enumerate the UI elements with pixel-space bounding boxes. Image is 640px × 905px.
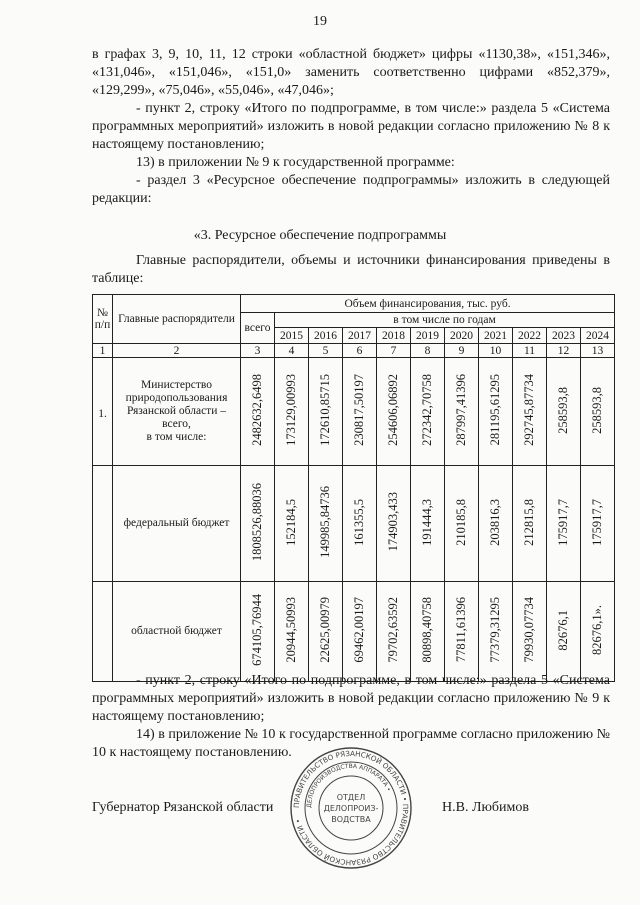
stamp-seal: [288, 745, 414, 871]
cell-value: 79930,07734: [522, 597, 536, 663]
cell-total: [241, 358, 275, 466]
cell-year-value: [513, 466, 547, 582]
cell-year-value: [547, 582, 581, 682]
column-number: 8: [411, 344, 445, 358]
year-header: 2022: [513, 328, 547, 344]
cell-year-value: [411, 358, 445, 466]
cell-value: 203816,3: [488, 498, 502, 546]
column-number: 3: [241, 344, 275, 358]
cell-year-value: [275, 466, 309, 582]
cell-value: 175917,7: [590, 498, 605, 546]
cell-value: 82676,1».: [590, 605, 605, 655]
table-row: [93, 582, 615, 682]
row-number: [93, 582, 113, 682]
column-number: 2: [113, 344, 241, 358]
cell-year-value: [581, 358, 615, 466]
signature-title: Губернатор Рязанской области: [92, 800, 274, 815]
row-label-line: федеральный бюджет: [123, 517, 230, 529]
cell-year-value: [513, 358, 547, 466]
paragraph-2: - пункт 2, строку «Итого по подпрограмме, в том числе:» раздела 5 «Система программных мероприятий» изложить в новой редакции согласно приложению № 8 к настоящему постановлению;: [92, 101, 610, 152]
column-number: 13: [581, 344, 615, 358]
header-num: № п/п: [93, 295, 113, 344]
cell-year-value: [445, 582, 479, 682]
column-number: 10: [479, 344, 513, 358]
row-number: [93, 466, 113, 582]
year-header: 2019: [411, 328, 445, 344]
cell-year-value: [275, 358, 309, 466]
cell-value: 2482632,6498: [250, 374, 264, 446]
cell-year-value: [343, 582, 377, 682]
cell-value: 191444,3: [420, 498, 434, 546]
row-label-line: областной бюджет: [131, 625, 222, 637]
stamp-outer-text: ПРАВИТЕЛЬСТВО РЯЗАНСКОЙ ОБЛАСТИ • ПРАВИТЕЛЬСТВО РЯЗАНСКОЙ ОБЛАСТИ •: [291, 748, 411, 868]
year-header: 2015: [275, 328, 309, 344]
year-header: 2023: [547, 328, 581, 344]
cell-year-value: [377, 466, 411, 582]
table-row: [93, 358, 615, 466]
cell-value: 258593,8: [590, 386, 605, 434]
cell-value: 254606,06892: [386, 374, 400, 446]
year-header: 2021: [479, 328, 513, 344]
cell-value: 77379,31295: [488, 597, 502, 663]
cell-year-value: [309, 358, 343, 466]
section-heading: «3. Ресурсное обеспечение подпрограммы: [193, 228, 447, 243]
column-number: 1: [93, 344, 113, 358]
cell-value: 172610,85715: [318, 374, 332, 446]
cell-value: 175917,7: [556, 498, 570, 546]
cell-value: 173129,00993: [284, 374, 298, 446]
cell-year-value: [445, 358, 479, 466]
paragraph-5: Главные распорядители, объемы и источники финансирования приведены в таблице:: [92, 253, 610, 286]
cell-value: 272342,70758: [420, 374, 434, 446]
year-header: 2016: [309, 328, 343, 344]
cell-year-value: [479, 466, 513, 582]
cell-value: 82676,1: [556, 609, 570, 651]
cell-year-value: [343, 466, 377, 582]
page-number: 19: [313, 14, 327, 29]
cell-year-value: [309, 466, 343, 582]
cell-year-value: [513, 582, 547, 682]
year-header: 2020: [445, 328, 479, 344]
cell-year-value: [581, 466, 615, 582]
cell-year-value: [479, 358, 513, 466]
year-header: 2024: [581, 328, 615, 344]
year-header: 2018: [377, 328, 411, 344]
financing-table: [92, 294, 615, 682]
header-total: всего: [241, 313, 275, 344]
cell-value: 212815,8: [522, 498, 536, 546]
cell-value: 292745,87734: [522, 374, 536, 446]
cell-value: 80898,40758: [420, 597, 434, 663]
column-number: 9: [445, 344, 479, 358]
cell-value: 77811,61396: [454, 597, 468, 663]
row-label-line: природопользования: [125, 392, 228, 404]
cell-year-value: [309, 582, 343, 682]
row-label: [113, 582, 241, 682]
cell-year-value: [343, 358, 377, 466]
cell-value: 149985,84736: [318, 486, 332, 558]
row-label-line: в том числе:: [146, 431, 207, 443]
cell-total: [241, 582, 275, 682]
table-body: [93, 358, 615, 682]
cell-value: 281195,61295: [488, 374, 502, 446]
header-organization: Главные распорядители: [113, 295, 241, 344]
paragraph-3: 13) в приложении № 9 к государственной программе:: [136, 155, 455, 170]
cell-value: 79702,63592: [386, 597, 400, 663]
column-number: 11: [513, 344, 547, 358]
stamp-center-line-2: ДЕЛОПРОИЗ-: [323, 804, 379, 813]
cell-year-value: [479, 582, 513, 682]
column-number: 5: [309, 344, 343, 358]
year-header: 2017: [343, 328, 377, 344]
row-label: [113, 466, 241, 582]
cell-year-value: [275, 582, 309, 682]
row-label-line: Министерство: [141, 379, 212, 391]
cell-year-value: [581, 582, 615, 682]
cell-value: 1808526,88036: [250, 482, 264, 562]
cell-year-value: [377, 582, 411, 682]
cell-value: 174903,433: [386, 492, 400, 552]
table-row: [93, 466, 615, 582]
stamp-center-line-1: ОТДЕЛ: [336, 793, 366, 802]
cell-value: 210185,8: [454, 498, 468, 546]
cell-value: 287997,41396: [454, 374, 468, 446]
cell-value: 258593,8: [556, 386, 570, 434]
cell-year-value: [445, 466, 479, 582]
column-number: 4: [275, 344, 309, 358]
cell-year-value: [547, 358, 581, 466]
header-volume: Объем финансирования, тыс. руб.: [241, 295, 615, 313]
cell-value: 69462,00197: [352, 597, 366, 663]
header-by-years: в том числе по годам: [275, 313, 615, 328]
column-number: 6: [343, 344, 377, 358]
cell-year-value: [411, 466, 445, 582]
cell-value: 674105,76944: [250, 594, 264, 666]
cell-value: 152184,5: [284, 498, 298, 546]
cell-value: 230817,50197: [352, 374, 366, 446]
cell-year-value: [411, 582, 445, 682]
row-number: 1.: [93, 358, 113, 466]
column-number: 7: [377, 344, 411, 358]
column-number: 12: [547, 344, 581, 358]
cell-value: 161355,5: [352, 498, 366, 546]
paragraph-7: 14) в приложение № 10 к государственной программе согласно приложению № 10 к настоящему постановлению.: [92, 727, 610, 760]
cell-year-value: [547, 466, 581, 582]
paragraph-4: - раздел 3 «Ресурсное обеспечение подпрограммы» изложить в следующей редакции:: [92, 173, 610, 206]
cell-value: 20944,50993: [284, 597, 298, 663]
row-label-line: всего,: [162, 418, 191, 430]
stamp-center-line-3: ВОДСТВА: [331, 815, 371, 824]
cell-total: [241, 466, 275, 582]
paragraph-6: - пункт 2, строку «Итого по подпрограмме, в том числе:» раздела 5 «Система программных мероприятий» изложить в новой редакции согласно приложению № 9 к настоящему постановлению;: [92, 673, 610, 724]
paragraph-1: в графах 3, 9, 10, 11, 12 строки «областной бюджет» цифры «1130,38», «151,346», «131,046», «151,046», «151,0» заменить соответственно цифрами «852,379», «129,299», «75,046», «55,046», «47,046»;: [92, 47, 610, 98]
cell-year-value: [377, 358, 411, 466]
cell-value: 22625,00979: [318, 597, 332, 663]
stamp-inner-text: ДЕЛОПРОИЗВОДСТВА АППАРАТА •: [305, 762, 393, 809]
signature-name: Н.В. Любимов: [442, 800, 529, 815]
row-label: [113, 358, 241, 466]
row-label-line: Рязанской области –: [126, 405, 226, 417]
